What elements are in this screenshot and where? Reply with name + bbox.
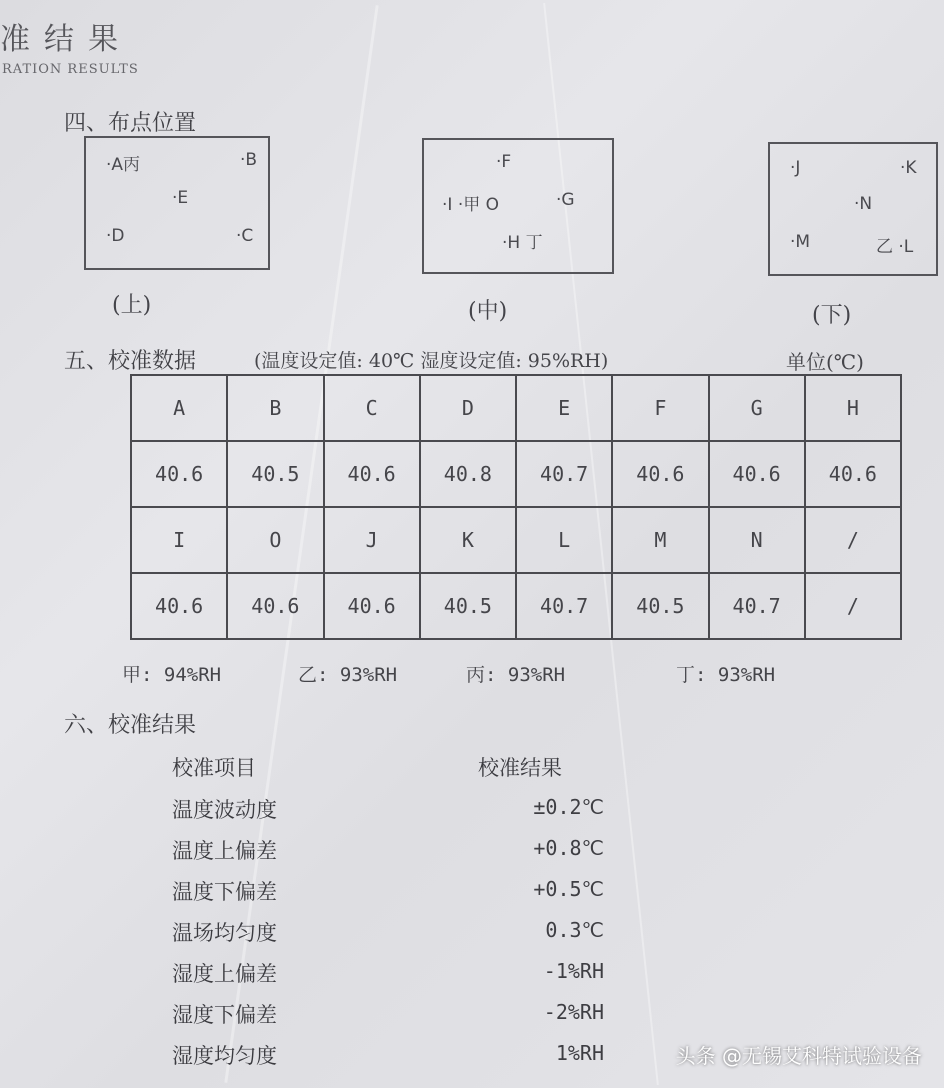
result-item-value: ±0.2℃ xyxy=(533,795,604,819)
result-item-value: -1%RH xyxy=(543,959,604,983)
layout-caption-top: (上) xyxy=(112,293,152,318)
result-item-name: 温度上偏差 xyxy=(172,839,277,863)
result-item-name: 温场均匀度 xyxy=(172,921,277,945)
layout-box-middle xyxy=(422,138,614,274)
point-label: ·D xyxy=(106,226,125,246)
temperature-cell: 40.5 xyxy=(227,441,323,507)
result-item-name: 温度下偏差 xyxy=(172,880,277,904)
layout-box-bottom xyxy=(768,142,938,276)
temperature-cell: 40.6 xyxy=(131,573,227,639)
temperature-cell: 40.7 xyxy=(709,573,805,639)
table-row xyxy=(131,441,901,507)
result-item-name: 温度波动度 xyxy=(172,798,277,822)
watermark: 头条 @无锡艾科特试验设备 xyxy=(675,1044,922,1068)
temperature-cell: 40.5 xyxy=(612,573,708,639)
point-label: ·F xyxy=(496,152,512,172)
results-section-heading: 六、校准结果 xyxy=(64,713,197,738)
point-label: ·N xyxy=(854,194,873,214)
temperature-cell: 40.8 xyxy=(420,441,516,507)
point-id-cell: L xyxy=(516,507,612,573)
point-id-cell: D xyxy=(420,375,516,441)
table-header-row xyxy=(131,507,901,573)
point-id-cell: A xyxy=(131,375,227,441)
temperature-cell: 40.6 xyxy=(709,441,805,507)
temperature-cell: 40.6 xyxy=(612,441,708,507)
point-label: ·J xyxy=(790,158,801,178)
result-item-value: 1%RH xyxy=(555,1041,604,1065)
point-label: ·K xyxy=(900,158,917,178)
point-id-cell: C xyxy=(324,375,420,441)
point-label: ·B xyxy=(240,150,258,170)
point-id-cell: F xyxy=(612,375,708,441)
point-id-cell: E xyxy=(516,375,612,441)
point-label: 乙 ·L xyxy=(876,237,914,257)
result-item-name: 湿度均匀度 xyxy=(172,1044,277,1068)
results-col-item-header: 校准项目 xyxy=(172,756,256,780)
point-id-cell: B xyxy=(227,375,323,441)
unit-label: 单位(℃) xyxy=(786,350,864,374)
humidity-reading: 丁: 93%RH xyxy=(676,664,776,686)
layout-caption-bottom: (下) xyxy=(812,303,852,328)
result-item-value: +0.5℃ xyxy=(533,877,604,901)
table-header-row xyxy=(131,375,901,441)
temperature-cell: 40.6 xyxy=(324,573,420,639)
humidity-reading: 丙: 93%RH xyxy=(466,664,566,686)
temperature-cell: / xyxy=(805,573,901,639)
temperature-cell: 40.5 xyxy=(420,573,516,639)
temperature-cell: 40.6 xyxy=(131,441,227,507)
humidity-reading: 甲: 94%RH xyxy=(122,664,222,686)
point-id-cell: / xyxy=(805,507,901,573)
point-id-cell: H xyxy=(805,375,901,441)
result-item-value: -2%RH xyxy=(543,1000,604,1024)
table-row xyxy=(131,573,901,639)
point-label: ·H 丁 xyxy=(502,233,543,253)
point-id-cell: I xyxy=(131,507,227,573)
point-label: ·G xyxy=(556,190,575,210)
setpoint-note: (温度设定值: 40℃ 湿度设定值: 95%RH) xyxy=(254,350,609,372)
result-item-name: 湿度上偏差 xyxy=(172,962,277,986)
point-id-cell: N xyxy=(709,507,805,573)
layout-box-top xyxy=(84,136,270,270)
point-id-cell: M xyxy=(612,507,708,573)
results-col-result-header: 校准结果 xyxy=(478,756,562,780)
point-label: ·C xyxy=(236,226,254,246)
point-label: ·A丙 xyxy=(106,155,141,175)
point-id-cell: G xyxy=(709,375,805,441)
layout-section-heading: 四、布点位置 xyxy=(64,111,197,136)
temperature-cell: 40.7 xyxy=(516,573,612,639)
point-id-cell: J xyxy=(324,507,420,573)
document-title: 准结果 xyxy=(0,22,132,57)
layout-caption-middle: (中) xyxy=(468,299,508,324)
result-item-value: 0.3℃ xyxy=(545,918,604,942)
result-item-name: 湿度下偏差 xyxy=(172,1003,277,1027)
point-label: ·E xyxy=(172,188,189,208)
point-label: ·I ·甲 O xyxy=(442,195,500,215)
humidity-reading: 乙: 93%RH xyxy=(298,664,398,686)
point-label: ·M xyxy=(790,232,811,252)
calibration-data-table xyxy=(130,374,902,640)
point-id-cell: K xyxy=(420,507,516,573)
result-item-value: +0.8℃ xyxy=(533,836,604,860)
temperature-cell: 40.6 xyxy=(324,441,420,507)
data-section-heading: 五、校准数据 xyxy=(64,349,197,374)
document-title-en: RATION RESULTS xyxy=(2,62,139,77)
point-id-cell: O xyxy=(227,507,323,573)
temperature-cell: 40.7 xyxy=(516,441,612,507)
temperature-cell: 40.6 xyxy=(805,441,901,507)
temperature-cell: 40.6 xyxy=(227,573,323,639)
